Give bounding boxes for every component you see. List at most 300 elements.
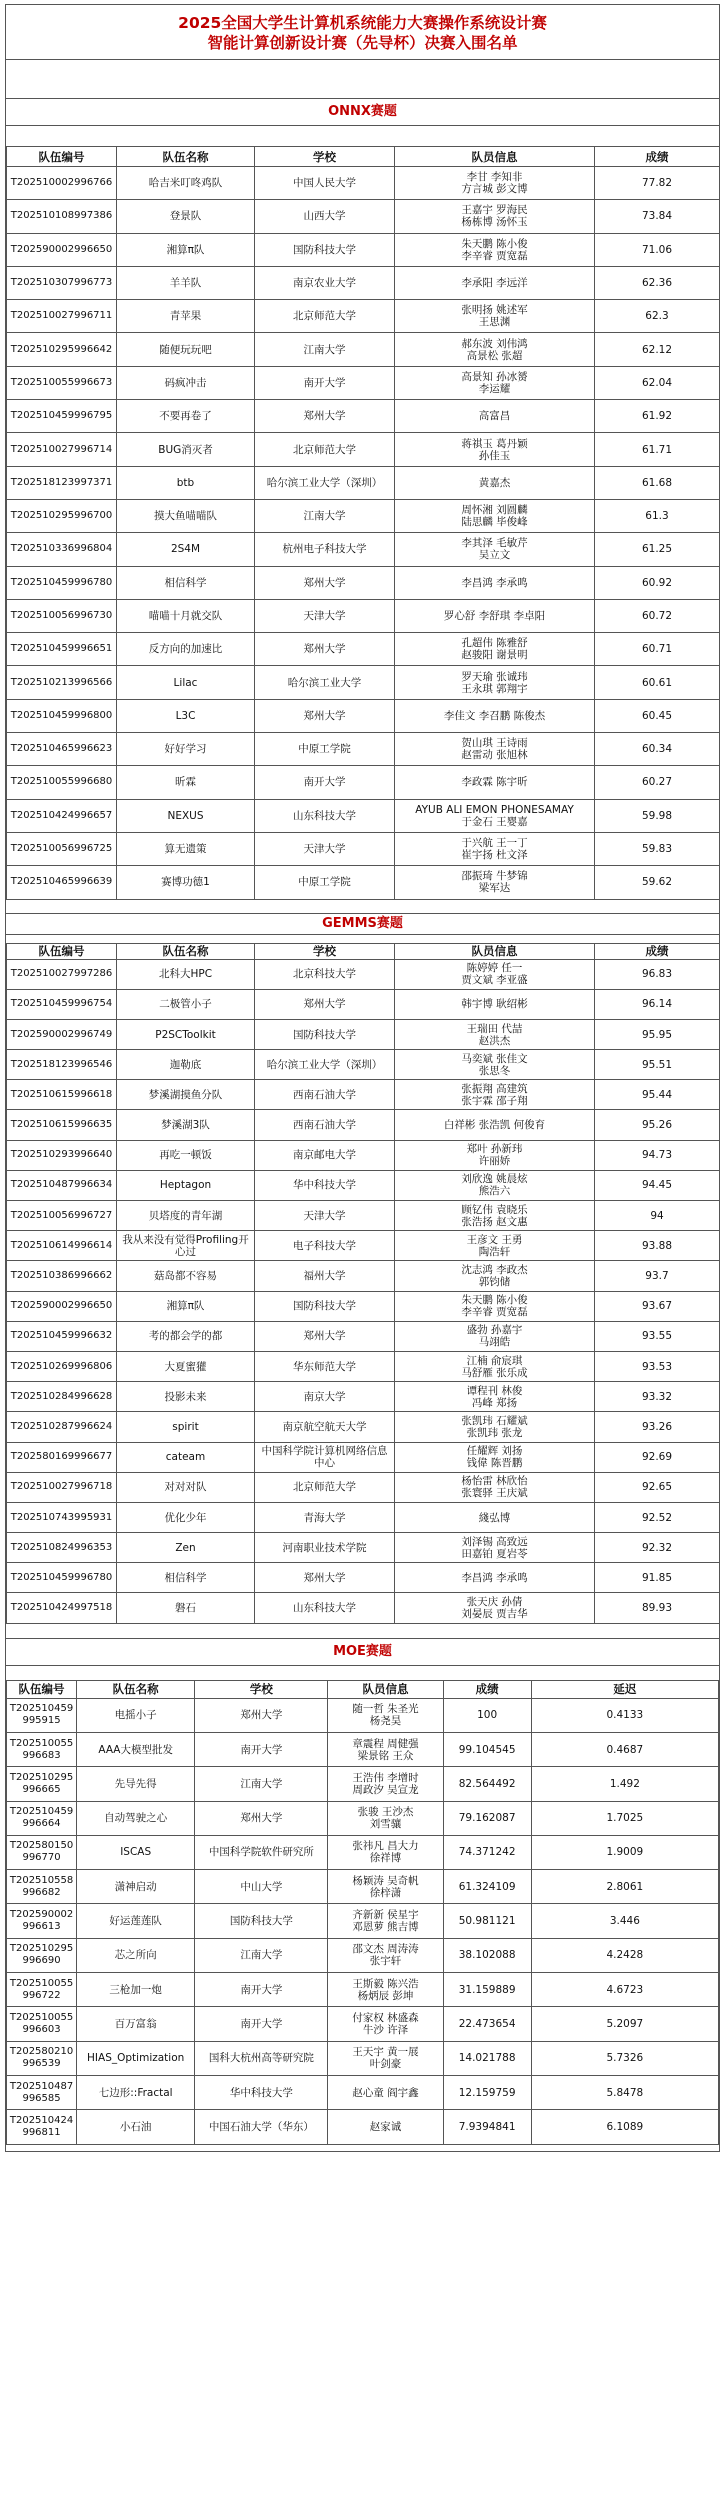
school-cell: 南开大学	[195, 1732, 328, 1766]
table-row	[7, 1502, 720, 1532]
members-cell: 于兴航 王一丁 崔宇扬 杜文泽	[395, 832, 595, 865]
moe-section-title: MOE赛题	[6, 1638, 719, 1666]
school-cell: 华中科技大学	[255, 1170, 395, 1200]
school-cell: 福州大学	[255, 1261, 395, 1291]
team-id-cell: T202510027996711	[7, 300, 117, 333]
team-name-cell: 小石油	[77, 2110, 195, 2144]
team-name-cell: 青苹果	[117, 300, 255, 333]
school-cell: 华东师范大学	[255, 1351, 395, 1381]
members-cell: 王天宇 黄一展 叶剑豪	[328, 2041, 443, 2075]
team-id-cell: T202510056996730	[7, 599, 117, 632]
team-name-cell: 摸大鱼喵喵队	[117, 499, 255, 532]
members-cell: 高景知 孙冰赟 李运耀	[395, 366, 595, 399]
moe-spacer	[6, 1624, 719, 1638]
score-cell: 61.71	[595, 433, 720, 466]
school-cell: 北京师范大学	[255, 433, 395, 466]
team-name-cell: 我从来没有觉得Profiling开心过	[117, 1231, 255, 1261]
team-name-cell: 昕霖	[117, 766, 255, 799]
column-header: 队伍编号	[7, 943, 117, 959]
team-name-cell: 潇神启动	[77, 1870, 195, 1904]
school-cell: 河南职业技术学院	[255, 1533, 395, 1563]
score-cell: 61.3	[595, 499, 720, 532]
column-header: 队员信息	[328, 1680, 443, 1698]
table-row	[7, 433, 720, 466]
team-id-cell: T202510487996634	[7, 1170, 117, 1200]
team-name-cell: 菇岛都不容易	[117, 1261, 255, 1291]
table-row	[7, 989, 720, 1019]
school-cell: 国防科技大学	[195, 1904, 328, 1938]
score-cell: 62.36	[595, 266, 720, 299]
team-name-cell: 磐石	[117, 1593, 255, 1623]
members-cell: 陈婷婷 任一 贾文斌 李亚盛	[395, 959, 595, 989]
table-row	[7, 733, 720, 766]
members-cell: 王嘉宇 罗海民 杨栋博 汤怀玉	[395, 200, 595, 233]
score-cell: 100	[443, 1698, 531, 1732]
school-cell: 南京大学	[255, 1382, 395, 1412]
table-row	[7, 1110, 720, 1140]
onnx-header-row	[7, 147, 720, 167]
onnx-gap	[6, 126, 719, 146]
score-cell: 59.83	[595, 832, 720, 865]
table-row	[7, 1533, 720, 1563]
members-cell: 张明扬 姚述军 王思渊	[395, 300, 595, 333]
table-row	[7, 1291, 720, 1321]
members-cell: 江楠 俞宸琪 马舒雁 张乐成	[395, 1351, 595, 1381]
table-row	[7, 1563, 720, 1593]
school-cell: 北京师范大学	[255, 300, 395, 333]
members-cell: 马奕斌 张佳文 张思冬	[395, 1050, 595, 1080]
column-header: 队伍编号	[7, 147, 117, 167]
members-cell: 刘泽锡 高致远 田嘉铂 夏岩苓	[395, 1533, 595, 1563]
school-cell: 南开大学	[255, 366, 395, 399]
team-name-cell: 迦勒底	[117, 1050, 255, 1080]
score-cell: 62.3	[595, 300, 720, 333]
school-cell: 山东科技大学	[255, 1593, 395, 1623]
school-cell: 郑州大学	[195, 1698, 328, 1732]
team-name-cell: Heptagon	[117, 1170, 255, 1200]
members-cell: 高富昌	[395, 400, 595, 433]
school-cell: 郑州大学	[255, 1321, 395, 1351]
team-id-cell: T202510487996585	[7, 2075, 77, 2109]
members-cell: 付家权 林盛森 牛沙 许泽	[328, 2007, 443, 2041]
table-row	[7, 400, 720, 433]
school-cell: 中国石油大学（华东）	[195, 2110, 328, 2144]
team-name-cell: L3C	[117, 699, 255, 732]
team-id-cell: T202510424996811	[7, 2110, 77, 2144]
team-name-cell: cateam	[117, 1442, 255, 1472]
latency-cell: 2.8061	[531, 1870, 718, 1904]
table-row	[7, 699, 720, 732]
school-cell: 中山大学	[195, 1870, 328, 1904]
gemm-section-title: GEMMS赛题	[6, 913, 719, 935]
score-cell: 62.04	[595, 366, 720, 399]
team-id-cell: T202510055996680	[7, 766, 117, 799]
team-id-cell: T202510743995931	[7, 1502, 117, 1532]
school-cell: 中国科学院计算机网络信息中心	[255, 1442, 395, 1472]
table-row	[7, 1080, 720, 1110]
moe-header-row	[7, 1680, 719, 1698]
table-row	[7, 1870, 719, 1904]
score-cell: 92.65	[595, 1472, 720, 1502]
school-cell: 杭州电子科技大学	[255, 533, 395, 566]
school-cell: 南京航空航天大学	[255, 1412, 395, 1442]
team-name-cell: 百万富翁	[77, 2007, 195, 2041]
team-id-cell: T202510459996754	[7, 989, 117, 1019]
school-cell: 国防科技大学	[255, 233, 395, 266]
score-cell: 50.981121	[443, 1904, 531, 1938]
members-cell: 邵振琦 牛梦锦 梁军达	[395, 866, 595, 899]
team-id-cell: T202510056996725	[7, 832, 117, 865]
team-name-cell: 大夏蜜獾	[117, 1351, 255, 1381]
school-cell: 郑州大学	[195, 1801, 328, 1835]
team-id-cell: T202510386996662	[7, 1261, 117, 1291]
team-name-cell: 相信科学	[117, 566, 255, 599]
members-cell: 章震程 周健强 梁景铭 王众	[328, 1732, 443, 1766]
team-id-cell: T202510424997518	[7, 1593, 117, 1623]
members-cell: 周怀湘 刘圆麟 陆思麟 毕俊峰	[395, 499, 595, 532]
score-cell: 95.95	[595, 1019, 720, 1049]
school-cell: 国科大杭州高等研究院	[195, 2041, 328, 2075]
team-name-cell: HIAS_Optimization	[77, 2041, 195, 2075]
team-id-cell: T202510269996806	[7, 1351, 117, 1381]
document-title	[6, 5, 719, 60]
members-cell: 李佳文 李召鹏 陈俊杰	[395, 699, 595, 732]
school-cell: 郑州大学	[255, 566, 395, 599]
members-cell: 黄嘉杰	[395, 466, 595, 499]
score-cell: 31.159889	[443, 1973, 531, 2007]
team-name-cell: 湘算π队	[117, 1291, 255, 1321]
table-row	[7, 1261, 720, 1291]
members-cell: 杨怡雷 林欣怡 张寰驿 王庆斌	[395, 1472, 595, 1502]
moe-rows	[7, 1698, 719, 2144]
team-id-cell: T202510295996700	[7, 499, 117, 532]
table-row	[7, 533, 720, 566]
table-row	[7, 866, 720, 899]
score-cell: 95.51	[595, 1050, 720, 1080]
members-cell: 王瑞田 代喆 赵洪杰	[395, 1019, 595, 1049]
members-cell: 李承阳 李远洋	[395, 266, 595, 299]
latency-cell: 5.8478	[531, 2075, 718, 2109]
team-name-cell: 考的都会学的都	[117, 1321, 255, 1351]
team-name-cell: 自动驾驶之心	[77, 1801, 195, 1835]
school-cell: 国防科技大学	[255, 1291, 395, 1321]
score-cell: 61.324109	[443, 1870, 531, 1904]
score-cell: 96.83	[595, 959, 720, 989]
table-row	[7, 1050, 720, 1080]
title-line-2: 智能计算创新设计赛（先导杯）决赛入围名单	[207, 34, 518, 52]
table-row	[7, 2110, 719, 2144]
members-cell: 张天庆 孙倩 刘晏辰 贾吉华	[395, 1593, 595, 1623]
score-cell: 93.88	[595, 1231, 720, 1261]
members-cell: 郝东波 刘伟鸿 高景松 张超	[395, 333, 595, 366]
members-cell: 赵心童 阎宇鑫	[328, 2075, 443, 2109]
team-name-cell: ISCAS	[77, 1835, 195, 1869]
members-cell: 王浩伟 李增时 周政汐 吴宣龙	[328, 1767, 443, 1801]
members-cell: 王彦文 王勇 陶浩轩	[395, 1231, 595, 1261]
team-id-cell: T202510002996766	[7, 167, 117, 200]
members-cell: 刘欣逸 姚晨炫 熊浩六	[395, 1170, 595, 1200]
table-row	[7, 566, 720, 599]
school-cell: 江南大学	[255, 499, 395, 532]
members-cell: 邵文杰 周涛涛 张宇轩	[328, 1938, 443, 1972]
score-cell: 92.32	[595, 1533, 720, 1563]
school-cell: 郑州大学	[255, 699, 395, 732]
gemm-header-row	[7, 943, 720, 959]
team-name-cell: 反方向的加速比	[117, 633, 255, 666]
team-id-cell: T202510459996780	[7, 1563, 117, 1593]
score-cell: 60.61	[595, 666, 720, 699]
latency-cell: 6.1089	[531, 2110, 718, 2144]
table-row	[7, 1321, 720, 1351]
team-id-cell: T202518123996546	[7, 1050, 117, 1080]
school-cell: 南开大学	[195, 2007, 328, 2041]
latency-cell: 0.4687	[531, 1732, 718, 1766]
school-cell: 哈尔滨工业大学（深圳）	[255, 1050, 395, 1080]
column-header: 学校	[195, 1680, 328, 1698]
school-cell: 西南石油大学	[255, 1110, 395, 1140]
table-row	[7, 366, 720, 399]
team-id-cell: T202510027996718	[7, 1472, 117, 1502]
members-cell: 张振翔 高建筑 张宇霖 邵子翔	[395, 1080, 595, 1110]
team-id-cell: T202510459996651	[7, 633, 117, 666]
table-row	[7, 1231, 720, 1261]
team-id-cell: T202510615996635	[7, 1110, 117, 1140]
school-cell: 南京农业大学	[255, 266, 395, 299]
table-row	[7, 766, 720, 799]
column-header: 队伍名称	[77, 1680, 195, 1698]
score-cell: 79.162087	[443, 1801, 531, 1835]
team-name-cell: 赛博功德1	[117, 866, 255, 899]
team-name-cell: 相信科学	[117, 1563, 255, 1593]
table-row	[7, 1351, 720, 1381]
school-cell: 青海大学	[255, 1502, 395, 1532]
team-id-cell: T202510027997286	[7, 959, 117, 989]
members-cell: 朱天鹏 陈小俊 李辛睿 贾宽磊	[395, 1291, 595, 1321]
team-id-cell: T202510284996628	[7, 1382, 117, 1412]
members-cell: 盛勃 孙嘉宇 马翊皓	[395, 1321, 595, 1351]
team-name-cell: 北科大HPC	[117, 959, 255, 989]
team-name-cell: 再吃一顿饭	[117, 1140, 255, 1170]
column-header: 学校	[255, 943, 395, 959]
score-cell: 74.371242	[443, 1835, 531, 1869]
table-row	[7, 2007, 719, 2041]
team-id-cell: T202510459996780	[7, 566, 117, 599]
score-cell: 59.98	[595, 799, 720, 832]
score-cell: 93.67	[595, 1291, 720, 1321]
school-cell: 北京科技大学	[255, 959, 395, 989]
team-id-cell: T202510465996639	[7, 866, 117, 899]
score-cell: 96.14	[595, 989, 720, 1019]
members-cell: 顾钇伟 袁晓乐 张浩扬 赵文惠	[395, 1201, 595, 1231]
school-cell: 电子科技大学	[255, 1231, 395, 1261]
score-cell: 77.82	[595, 167, 720, 200]
team-id-cell: T202510614996614	[7, 1231, 117, 1261]
table-row	[7, 233, 720, 266]
members-cell: 张骏 王沙杰 刘雪骧	[328, 1801, 443, 1835]
team-name-cell: 贝塔度的青年湖	[117, 1201, 255, 1231]
members-cell: 赵家诚	[328, 2110, 443, 2144]
onnx-section-title: ONNX赛题	[6, 98, 719, 126]
school-cell: 北京师范大学	[255, 1472, 395, 1502]
team-name-cell: Zen	[117, 1533, 255, 1563]
team-name-cell: 芯之所向	[77, 1938, 195, 1972]
team-name-cell: 七边形::Fractal	[77, 2075, 195, 2109]
table-row	[7, 1835, 719, 1869]
table-row	[7, 1801, 719, 1835]
score-cell: 60.34	[595, 733, 720, 766]
score-cell: 89.93	[595, 1593, 720, 1623]
school-cell: 中国科学院软件研究所	[195, 1835, 328, 1869]
column-header: 延迟	[531, 1680, 718, 1698]
members-cell: 罗心舒 李舒琪 李卓阳	[395, 599, 595, 632]
school-cell: 南开大学	[195, 1973, 328, 2007]
team-id-cell: T202510287996624	[7, 1412, 117, 1442]
team-id-cell: T202590002996650	[7, 1291, 117, 1321]
table-row	[7, 1904, 719, 1938]
team-name-cell: 哈吉米叮咚鸡队	[117, 167, 255, 200]
table-row	[7, 466, 720, 499]
score-cell: 14.021788	[443, 2041, 531, 2075]
team-id-cell: T202510558996682	[7, 1870, 77, 1904]
table-row	[7, 633, 720, 666]
table-row	[7, 333, 720, 366]
score-cell: 91.85	[595, 1563, 720, 1593]
school-cell: 西南石油大学	[255, 1080, 395, 1110]
table-row	[7, 1593, 720, 1623]
team-name-cell: 优化少年	[117, 1502, 255, 1532]
moe-gap	[6, 1666, 719, 1680]
members-cell: 李其泽 毛敏芹 吴立文	[395, 533, 595, 566]
score-cell: 93.32	[595, 1382, 720, 1412]
table-row	[7, 1767, 719, 1801]
team-name-cell: 投影未来	[117, 1382, 255, 1412]
latency-cell: 0.4133	[531, 1698, 718, 1732]
members-cell: 李甘 李知非 方言城 彭文博	[395, 167, 595, 200]
school-cell: 郑州大学	[255, 400, 395, 433]
column-header: 队伍名称	[117, 147, 255, 167]
team-name-cell: 三枪加一炮	[77, 1973, 195, 2007]
table-row	[7, 1442, 720, 1472]
team-name-cell: 好运莲莲队	[77, 1904, 195, 1938]
team-id-cell: T202510056996727	[7, 1201, 117, 1231]
table-row	[7, 1140, 720, 1170]
team-name-cell: 梦溪湖3队	[117, 1110, 255, 1140]
team-name-cell: spirit	[117, 1412, 255, 1442]
members-cell: 贺山琪 王诗雨 赵雷动 张旭林	[395, 733, 595, 766]
table-row	[7, 2041, 719, 2075]
score-cell: 73.84	[595, 200, 720, 233]
score-cell: 59.62	[595, 866, 720, 899]
members-cell: 谭程刊 林俊 冯峰 郑扬	[395, 1382, 595, 1412]
score-cell: 61.25	[595, 533, 720, 566]
team-id-cell: T202510424996657	[7, 799, 117, 832]
team-name-cell: 登景队	[117, 200, 255, 233]
members-cell: 李昌鸿 李承鸣	[395, 1563, 595, 1593]
table-row	[7, 666, 720, 699]
latency-cell: 3.446	[531, 1904, 718, 1938]
team-id-cell: T202510336996804	[7, 533, 117, 566]
team-id-cell: T202510459996632	[7, 1321, 117, 1351]
team-id-cell: T202580169996677	[7, 1442, 117, 1472]
column-header: 队员信息	[395, 147, 595, 167]
title-line-1: 2025全国大学生计算机系统能力大赛操作系统设计赛	[178, 14, 547, 32]
school-cell: 江南大学	[255, 333, 395, 366]
team-id-cell: T202510213996566	[7, 666, 117, 699]
score-cell: 93.7	[595, 1261, 720, 1291]
members-cell: 綫弘博	[395, 1502, 595, 1532]
gemm-table	[6, 943, 720, 1624]
score-cell: 60.71	[595, 633, 720, 666]
score-cell: 94.73	[595, 1140, 720, 1170]
gemm-rows	[7, 959, 720, 1623]
column-header: 成绩	[595, 147, 720, 167]
team-id-cell: T202510055996722	[7, 1973, 77, 2007]
score-cell: 61.92	[595, 400, 720, 433]
table-row	[7, 1732, 719, 1766]
score-cell: 94.45	[595, 1170, 720, 1200]
team-id-cell: T202580210996539	[7, 2041, 77, 2075]
school-cell: 天津大学	[255, 599, 395, 632]
score-cell: 62.12	[595, 333, 720, 366]
team-name-cell: 梦溪湖摸鱼分队	[117, 1080, 255, 1110]
team-id-cell: T202510459995915	[7, 1698, 77, 1732]
table-row	[7, 1201, 720, 1231]
members-cell: 张祎凡 昌大力 徐祥博	[328, 1835, 443, 1869]
members-cell: 罗天瑜 张诚玮 王永琪 郭翔宇	[395, 666, 595, 699]
team-id-cell: T202510459996664	[7, 1801, 77, 1835]
team-id-cell: T202510295996690	[7, 1938, 77, 1972]
school-cell: 江南大学	[195, 1938, 328, 1972]
school-cell: 郑州大学	[255, 1563, 395, 1593]
column-header: 队伍编号	[7, 1680, 77, 1698]
table-row	[7, 1382, 720, 1412]
table-row	[7, 1170, 720, 1200]
onnx-table	[6, 146, 720, 900]
team-name-cell: 湘算π队	[117, 233, 255, 266]
onnx-spacer	[6, 60, 719, 98]
members-cell: 齐新新 侯星宇 邓恩萝 熊吉博	[328, 1904, 443, 1938]
members-cell: 韩宇博 耿绍彬	[395, 989, 595, 1019]
team-id-cell: T202510055996603	[7, 2007, 77, 2041]
table-row	[7, 1472, 720, 1502]
team-name-cell: 羊羊队	[117, 266, 255, 299]
score-cell: 95.26	[595, 1110, 720, 1140]
table-row	[7, 300, 720, 333]
school-cell: 哈尔滨工业大学	[255, 666, 395, 699]
members-cell: 李昌鸿 李承鸣	[395, 566, 595, 599]
team-name-cell: 随便玩玩吧	[117, 333, 255, 366]
team-name-cell: 二极管小子	[117, 989, 255, 1019]
team-id-cell: T202510295996665	[7, 1767, 77, 1801]
team-id-cell: T202510293996640	[7, 1140, 117, 1170]
table-row	[7, 599, 720, 632]
score-cell: 92.52	[595, 1502, 720, 1532]
school-cell: 江南大学	[195, 1767, 328, 1801]
score-cell: 93.26	[595, 1412, 720, 1442]
column-header: 成绩	[443, 1680, 531, 1698]
latency-cell: 5.7326	[531, 2041, 718, 2075]
team-name-cell: NEXUS	[117, 799, 255, 832]
team-id-cell: T202510027996714	[7, 433, 117, 466]
team-id-cell: T202510055996673	[7, 366, 117, 399]
score-cell: 7.9394841	[443, 2110, 531, 2144]
latency-cell: 1.9009	[531, 1835, 718, 1869]
school-cell: 天津大学	[255, 1201, 395, 1231]
table-row	[7, 1698, 719, 1732]
team-name-cell: 不要再卷了	[117, 400, 255, 433]
team-id-cell: T202580150996770	[7, 1835, 77, 1869]
table-row	[7, 1973, 719, 2007]
